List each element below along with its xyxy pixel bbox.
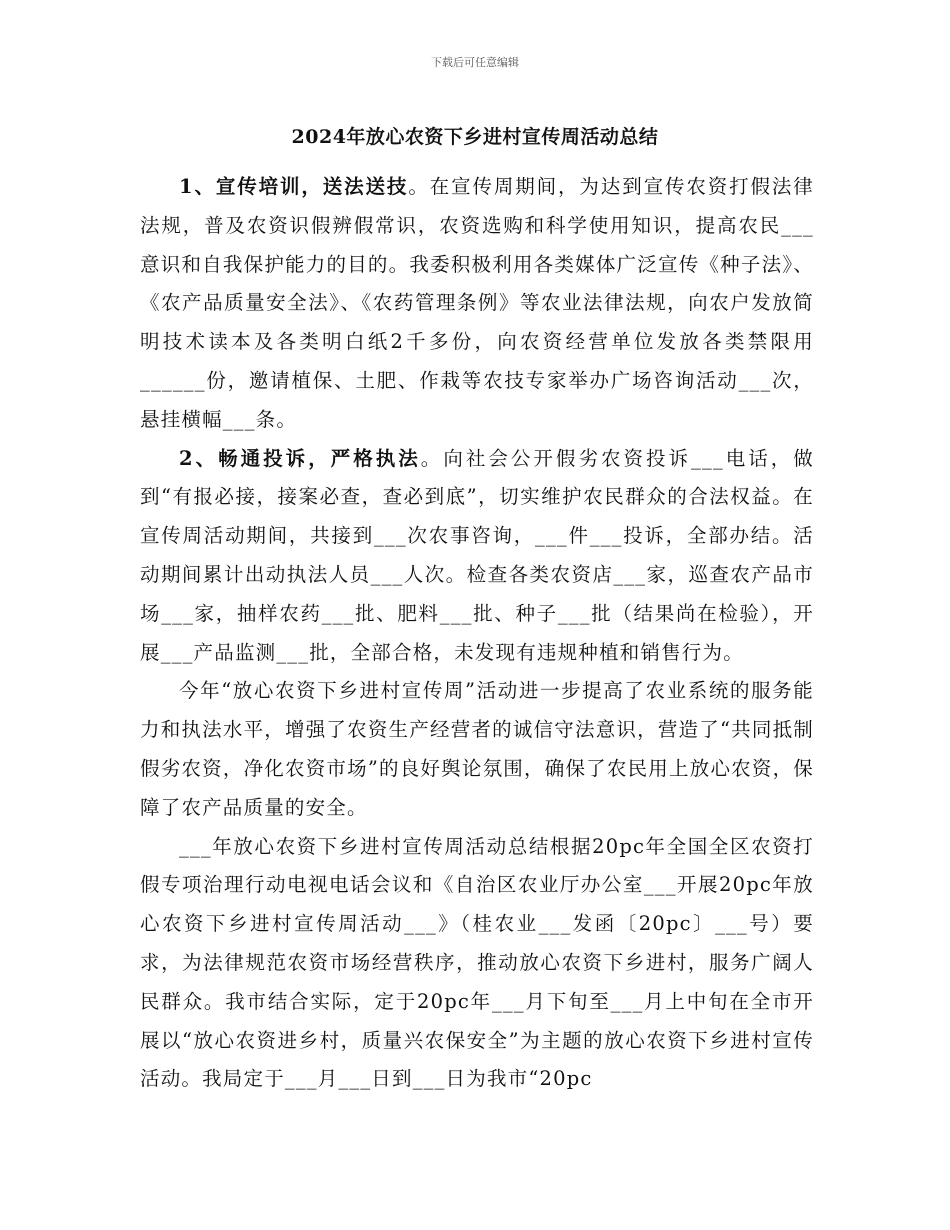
paragraph-summary [140, 672, 814, 827]
header-note: 下载后可任意编辑 [431, 56, 519, 69]
paragraph-text: ___年放心农资下乡进村宣传周活动总结根据20pc年全国全区农资打假专项治理行动电视电话会议和《自治区农业厅办公室___开展20pc年放心农资下乡进村宣传周活动___》（桂农业___发函〔20pc〕___号）要求，为法律规范农资市场经营秩序，推动放心农资下乡进村，服务广阔人民群众。我市结合实际，定于20pc年___月下旬至___月上中旬在全市开展以“放心农资进乡村，质量兴农保安全”为主题的放心农资下乡进村宣传活动。我局定于___月___日到___日为我市“20pc [140, 834, 814, 1091]
document-title: 2024年放心农资下乡进村宣传周活动总结 [291, 126, 659, 148]
paragraph-text: 。在宣传周期间，为达到宣传农资打假法律法规，普及农资识假辨假常识，农资选购和科学使用知识，提高农民___意识和自我保护能力的目的。我委积极利用各类媒体广泛宣传《种子法》、《农产品质量安全法》、《农药管理条例》等农业法律法规，向农户发放简明技术读本及各类明白纸2千多份，向农资经营单位发放各类禁限用______份，邀请植保、土肥、作栽等农技专家举办广场咨询活动___次，悬挂横幅___条。 [140, 175, 814, 431]
paragraph-publicity-training [140, 168, 814, 440]
paragraph-text: 今年“放心农资下乡进村宣传周”活动进一步提高了农业系统的服务能力和执法水平，增强了农资生产经营者的诚信守法意识，营造了“共同抵制假劣农资，净化农资市场”的良好舆论氛围，确保了农民用上放心农资，保障了农产品质量的安全。 [140, 679, 814, 819]
paragraph-lead: 1、宣传培训，送法送技 [179, 175, 409, 198]
paragraph-lead: 2、畅通投诉，严格执法 [179, 446, 421, 470]
paragraph-text: 。向社会公开假劣农资投诉___电话，做到“有报必接，接案必查，查必到底”，切实维护农民群众的合法权益。在宣传周活动期间，共接到___次农事咨询，___件___投诉，全部办结。活动期间累计出动执法人员___人次。检查各类农资店___家，巡查农产品市场___家，抽样农药___批、肥料___批、种子___批（结果尚在检验），开展___产品监测___批，全部合格，未发现有违规种植和销售行为。 [140, 446, 814, 664]
paragraph-complaints-enforcement [140, 440, 814, 673]
document-body [140, 168, 814, 1099]
paragraph-background [140, 828, 814, 1100]
